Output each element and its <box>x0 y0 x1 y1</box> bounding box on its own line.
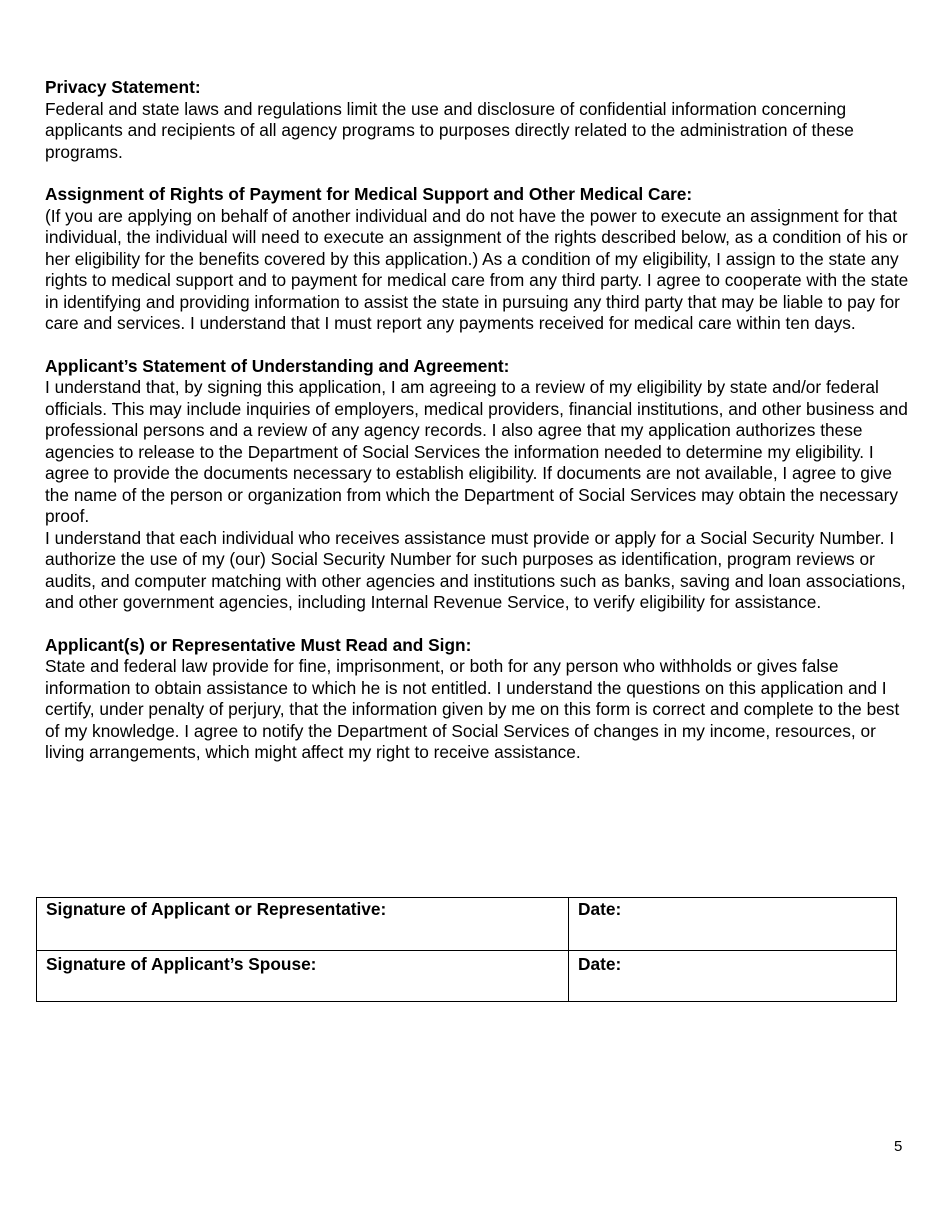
spouse-signature-label: Signature of Applicant’s Spouse: <box>46 954 317 974</box>
section-paragraph: I understand that, by signing this application, I am agreeing to a review of my eligibility by state and/or federal officials. This may include inquiries of employers, medical providers, financial institutions, and other business and professional persons and a review of any agency records. I also agree that my application authorizes these agencies to release to the Department of Social Services the information needed to determine my eligibility. I agree to provide the documents necessary to establish eligibility. If documents are not available, I agree to give the name of the person or organization from which the Department of Social Services may obtain the necessary proof. <box>45 377 908 526</box>
statement-of-understanding-section <box>45 356 915 614</box>
section-heading: Applicant’s Statement of Understanding and Agreement: <box>45 355 510 376</box>
spouse-date-label: Date: <box>578 954 622 974</box>
spouse-signature-field[interactable] <box>37 951 569 1002</box>
section-paragraph: State and federal law provide for fine, imprisonment, or both for any person who withholds or gives false information to obtain assistance to which he is not entitled. I understand the questions on this application and I certify, under penalty of perjury, that the information given by me on this form is correct and complete to the best of my knowledge. I agree to notify the Department of Social Services of changes in my income, resources, or living arrangements, which might affect my right to receive assistance. <box>45 656 900 762</box>
section-heading: Applicant(s) or Representative Must Read and Sign: <box>45 634 472 655</box>
section-heading: Assignment of Rights of Payment for Medical Support and Other Medical Care: <box>45 184 693 204</box>
page-number: 5 <box>894 1138 903 1155</box>
form-body <box>45 77 915 785</box>
section-heading: Privacy Statement: <box>45 77 201 97</box>
read-and-sign-section <box>45 635 915 764</box>
privacy-statement-section <box>45 77 915 163</box>
section-paragraph: (If you are applying on behalf of another individual and do not have the power to execute an assignment for that individual, the individual will need to execute an assignment of the rights described below, as a condition of his or her eligibility for the benefits covered by this application.) As a condition of my eligibility, I assign to the state any rights to medical support and to payment for medical care from any third party. I agree to cooperate with the state in identifying and providing information to assist the state in pursuing any third party that may be liable to pay for care and services. I understand that I must report any payments received for medical care within ten days. <box>45 205 909 333</box>
applicant-signature-label: Signature of Applicant or Representative: <box>46 899 387 919</box>
applicant-date-label: Date: <box>578 899 622 919</box>
applicant-signature-row <box>37 898 897 951</box>
spouse-signature-row <box>37 951 897 1002</box>
spouse-date-field[interactable] <box>569 951 897 1002</box>
section-paragraph: I understand that each individual who receives assistance must provide or apply for a Social Security Number. I authorize the use of my (our) Social Security Number for such purposes as identification, program reviews or audits, and computer matching with other agencies and institutions such as banks, saving and loan associations, and other government agencies, including Internal Revenue Service, to verify eligibility for assistance. <box>45 527 906 612</box>
section-paragraph: Federal and state laws and regulations limit the use and disclosure of confidential information concerning applicants and recipients of all agency programs to purposes directly related to the administration of these programs. <box>45 98 854 162</box>
applicant-signature-field[interactable] <box>37 898 569 951</box>
assignment-of-rights-section <box>45 184 915 335</box>
applicant-date-field[interactable] <box>569 898 897 951</box>
signature-table <box>36 897 897 1002</box>
